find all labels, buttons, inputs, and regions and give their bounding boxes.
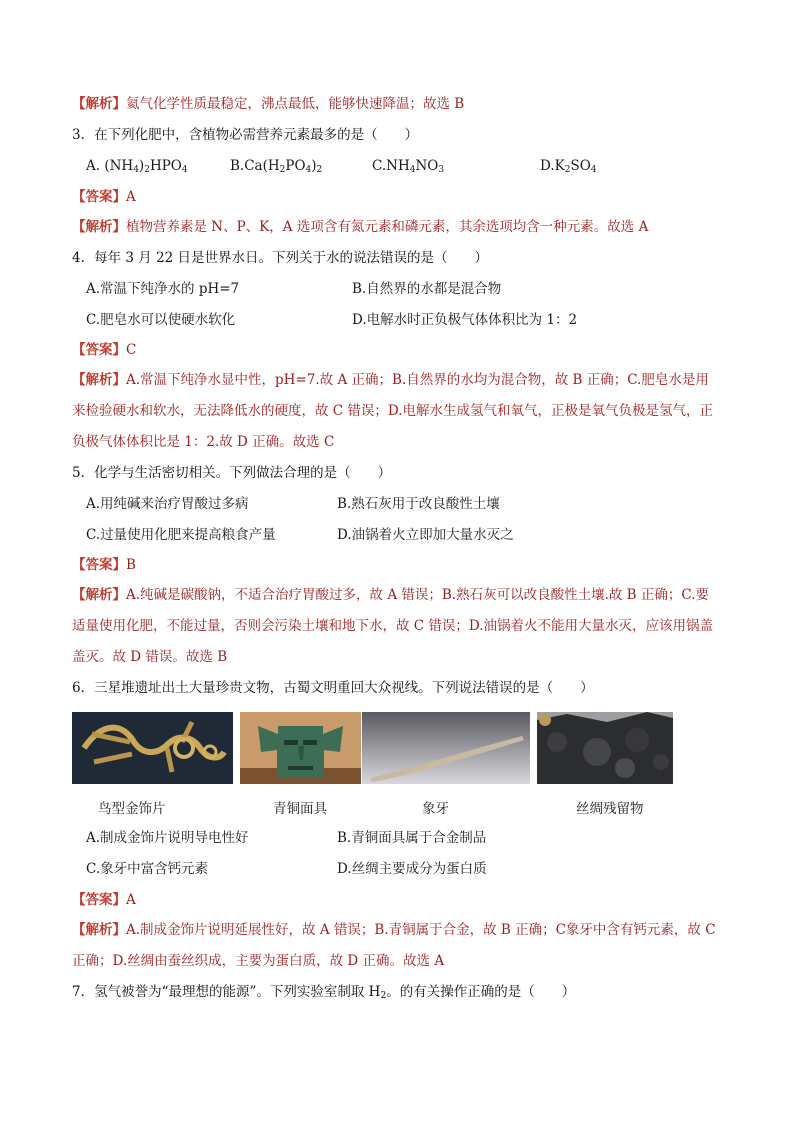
analysis-text: A.常温下纯净水显中性，pH=7.故 A 正确；B.自然界的水均为混合物，故 B 正确；C.肥皂水是用来检验硬水和软水，无法降低水的硬度，故 C 错误；D.电解水生成氢气和氧气，正极是氧气负极是氢气，正负极气体体积比是 1：2.故 D 正确。故选 C [72,372,714,450]
analysis-tag: 【解析】 [72,219,126,235]
question-3-stem: 3．在下列化肥中，含植物必需营养元素最多的是（ ） [72,127,419,143]
q4-analysis [72,365,722,458]
analysis-tag: 【解析】 [72,587,126,603]
q4-answer [72,340,722,360]
q6-option-a: A.制成金饰片说明导电性好 [86,830,249,846]
answer-value: A [126,189,136,205]
caption-bird-gold-foil: 鸟型金饰片 [98,801,166,817]
q4-option-d: D.电解水时正负极气体体积比为 1：2 [352,312,578,328]
q5-option-a: A.用纯碱来治疗胃酸过多病 [86,496,249,512]
answer-tag: 【答案】 [72,892,126,908]
analysis-text: A.纯碱是碳酸钠，不适合治疗胃酸过多，故 A 错误；B.熟石灰可以改良酸性土壤.故 B 正确；C.要适量使用化肥，不能过量，否则会污染土壤和地下水，故 C 错误；D.油锅着火不能用大量水灭，应该用锅盖盖灭。故 D 错误。故选 B [72,587,714,665]
q4-option-b: B.自然界的水都是混合物 [352,281,502,297]
question-6-stem: 6．三星堆遗址出土大量珍贵文物，古蜀文明重回大众视线。下列说法错误的是（ ） [72,680,594,696]
ivory-image [362,712,530,784]
q6-option-b: B.青铜面具属于合金制品 [337,830,487,846]
q5-analysis [72,580,722,673]
analysis-tag: 【解析】 [72,372,126,388]
q6-analysis [72,915,722,977]
q3-option-d: $D.K_2SO_4$ [540,158,597,175]
question-5-stem: 5．化学与生活密切相关。下列做法合理的是（ ） [72,465,392,481]
q5-option-c: C.过量使用化肥来提高粮食产量 [86,527,276,543]
caption-silk-residue: 丝绸残留物 [576,801,644,817]
answer-tag: 【答案】 [72,557,126,573]
answer-value: C [126,342,137,358]
q5-answer [72,555,722,575]
analysis-text: A.制成金饰片说明延展性好，故 A 错误；B.青铜属于合金，故 B 正确；C象牙中含有钙元素，故 C 正确；D.丝绸由蚕丝织成，主要为蛋白质，故 D 正确。故选 A [72,922,716,969]
bird-gold-foil-image [72,712,233,784]
q3-option-b: $B.Ca(H_2PO_4)_2$ [230,158,323,175]
q5-option-b: B.熟石灰用于改良酸性土壤 [337,496,500,512]
analysis-text: 氦气化学性质最稳定，沸点最低，能够快速降温；故选 B [126,96,465,112]
caption-ivory: 象牙 [422,801,449,817]
question-7-stem: 7．氢气被誉为“最理想的能源”。下列实验室制取 $H_2$。的有关操作正确的是（ ） [72,984,576,1001]
q3-option-c: $C.NH_4NO_3$ [372,158,445,175]
silk-residue-image [537,712,673,784]
q3-answer [72,187,722,207]
q4-option-a: A.常温下纯净水的 pH=7 [86,281,240,297]
analysis-tag: 【解析】 [72,922,126,938]
q5-option-d: D.油锅着火立即加大量水灭之 [337,527,514,543]
q2-analysis [72,94,722,114]
caption-bronze-mask: 青铜面具 [273,801,327,817]
answer-value: B [126,557,136,573]
q6-answer [72,890,722,910]
bronze-mask-image [240,712,361,784]
question-4-stem: 4．每年 3 月 22 日是世界水日。下列关于水的说法错误的是（ ） [72,250,489,266]
answer-value: A [126,892,136,908]
q6-option-c: C.象牙中富含钙元素 [86,861,209,877]
q3-option-a: A. $(NH_4)_2HPO_4$ [86,158,188,175]
q4-option-c: C.肥皂水可以使硬水软化 [86,312,236,328]
q3-analysis [72,217,722,237]
analysis-tag: 【解析】 [72,96,126,112]
answer-tag: 【答案】 [72,189,126,205]
q6-option-d: D.丝绸主要成分为蛋白质 [337,861,487,877]
answer-tag: 【答案】 [72,342,126,358]
analysis-text: 植物营养素是 N、P、K，A 选项含有氮元素和磷元素，其余选项均含一种元素。故选 A [126,219,649,235]
